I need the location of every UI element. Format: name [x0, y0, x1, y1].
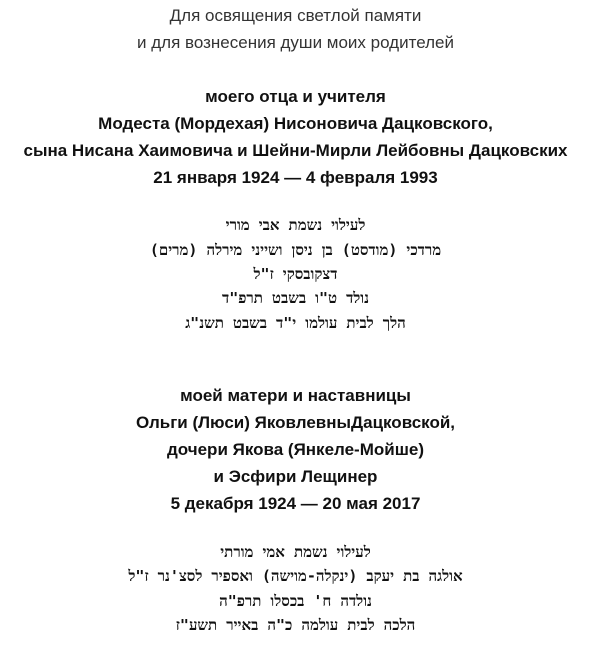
father-hebrew-line-2: מרדכי (מודסט) בן ניסן ושייני מירלה (מרים): [149, 241, 442, 259]
father-dates: 21 января 1924 — 4 февраля 1993: [153, 168, 438, 187]
mother-name: Ольги (Люси) ЯковлевныДацковской,: [135, 413, 456, 432]
father-hebrew-line-5: הלך לבית עולמו י"ד בשבט תשנ"ג: [185, 314, 406, 332]
father-hebrew-line-4: נולד ט"ו בשבט תרפ"ד: [221, 289, 370, 307]
mother-hebrew-line-2: אולגה בת יעקב (ינקלה-מוישה) ואספיר לסצ'נר ז"ל: [128, 567, 463, 585]
dedication-line-1: Для освящения светлой памяти: [169, 6, 422, 25]
mother-hebrew-line-1: לעילוי נשמת אמי מורתי: [220, 543, 371, 561]
father-hebrew-line-3: דצקובסקי ז"ל: [253, 265, 338, 283]
father-parents: сына Нисана Хаимовича и Шейни-Мирли Лейбовны Дацковских: [23, 141, 568, 160]
dedication-line-2: и для вознесения души моих родителей: [137, 33, 454, 52]
mother-parents-line-1: дочери Якова (Янкеле-Мойше): [166, 440, 424, 459]
mother-dates: 5 декабря 1924 — 20 мая 2017: [170, 494, 421, 513]
father-name: Модеста (Мордехая) Нисоновича Дацковского,: [98, 114, 493, 133]
mother-parents-line-2: и Эсфири Лещинер: [213, 467, 378, 486]
mother-heading: моей матери и наставницы: [180, 386, 411, 405]
mother-hebrew-line-4: הלכה לבית עולמה כ"ה באייר תשע"ז: [175, 616, 416, 634]
father-hebrew-line-1: לעילוי נשמת אבי מורי: [225, 216, 366, 234]
father-heading: моего отца и учителя: [205, 87, 386, 106]
mother-hebrew-line-3: נולדה ח' בכסלו תרפ"ה: [219, 592, 372, 610]
